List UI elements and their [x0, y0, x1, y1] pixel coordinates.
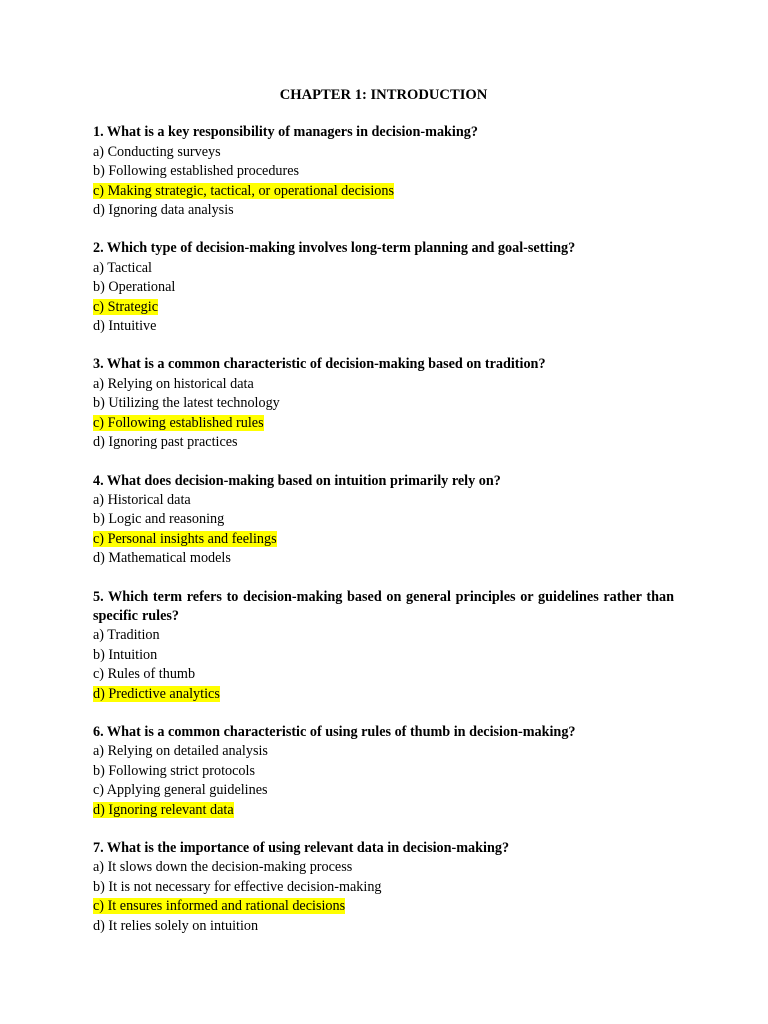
answer-option: a) Tactical [93, 259, 153, 276]
answer-option-highlighted: d) Predictive analytics [93, 685, 220, 702]
answer-option-highlighted: c) Following established rules [93, 414, 264, 431]
answer-option-highlighted: d) Ignoring relevant data [93, 801, 234, 818]
question-text: 7. What is the importance of using relevant data in decision-making? [93, 840, 510, 856]
question-7 [93, 839, 674, 936]
chapter-title: CHAPTER 1: INTRODUCTION [279, 87, 488, 103]
question-2 [93, 239, 674, 336]
question-text: 6. What is a common characteristic of using rules of thumb in decision-making? [93, 723, 576, 740]
answer-option: d) Ignoring past practices [93, 434, 238, 451]
answer-option: b) Utilizing the latest technology [93, 395, 280, 412]
document-page [93, 86, 674, 955]
answer-option-highlighted: c) Personal insights and feelings [93, 530, 277, 547]
answer-option: a) It slows down the decision-making process [93, 859, 353, 876]
question-4 [93, 472, 674, 569]
question-text: 3. What is a common characteristic of decision-making based on tradition? [93, 356, 546, 373]
answer-option: b) Following established procedures [93, 163, 300, 180]
answer-option: b) Operational [93, 279, 176, 296]
question-text: 5. Which term refers to decision-making based on general principles or guidelines rather than specific rules? [93, 588, 674, 624]
answer-option-highlighted: c) Strategic [93, 298, 158, 315]
answer-option: a) Historical data [93, 491, 191, 508]
answer-option: b) Following strict protocols [93, 762, 255, 779]
question-6 [93, 723, 674, 820]
answer-option: c) Applying general guidelines [93, 782, 268, 799]
answer-option: a) Relying on historical data [93, 375, 254, 392]
answer-option: b) Intuition [93, 646, 158, 663]
answer-option-highlighted: c) It ensures informed and rational decisions [93, 898, 346, 915]
question-3 [93, 355, 674, 452]
answer-option: d) Mathematical models [93, 550, 231, 567]
answer-option: a) Relying on detailed analysis [93, 743, 268, 760]
answer-option: b) Logic and reasoning [93, 511, 225, 528]
answer-option: d) Ignoring data analysis [93, 202, 234, 219]
answer-option: a) Tradition [93, 627, 160, 644]
answer-option: c) Rules of thumb [93, 666, 196, 683]
question-1 [93, 123, 674, 220]
question-text: 4. What does decision-making based on intuition primarily rely on? [93, 472, 501, 489]
answer-option: d) It relies solely on intuition [93, 917, 259, 934]
answer-option: a) Conducting surveys [93, 143, 221, 160]
answer-option: d) Intuitive [93, 318, 157, 335]
answer-option: b) It is not necessary for effective decision-making [93, 878, 382, 895]
question-5 [93, 588, 674, 704]
question-text: 2. Which type of decision-making involves long-term planning and goal-setting? [93, 240, 576, 257]
question-text: 1. What is a key responsibility of managers in decision-making? [93, 124, 478, 141]
answer-option-highlighted: c) Making strategic, tactical, or operational decisions [93, 182, 394, 199]
